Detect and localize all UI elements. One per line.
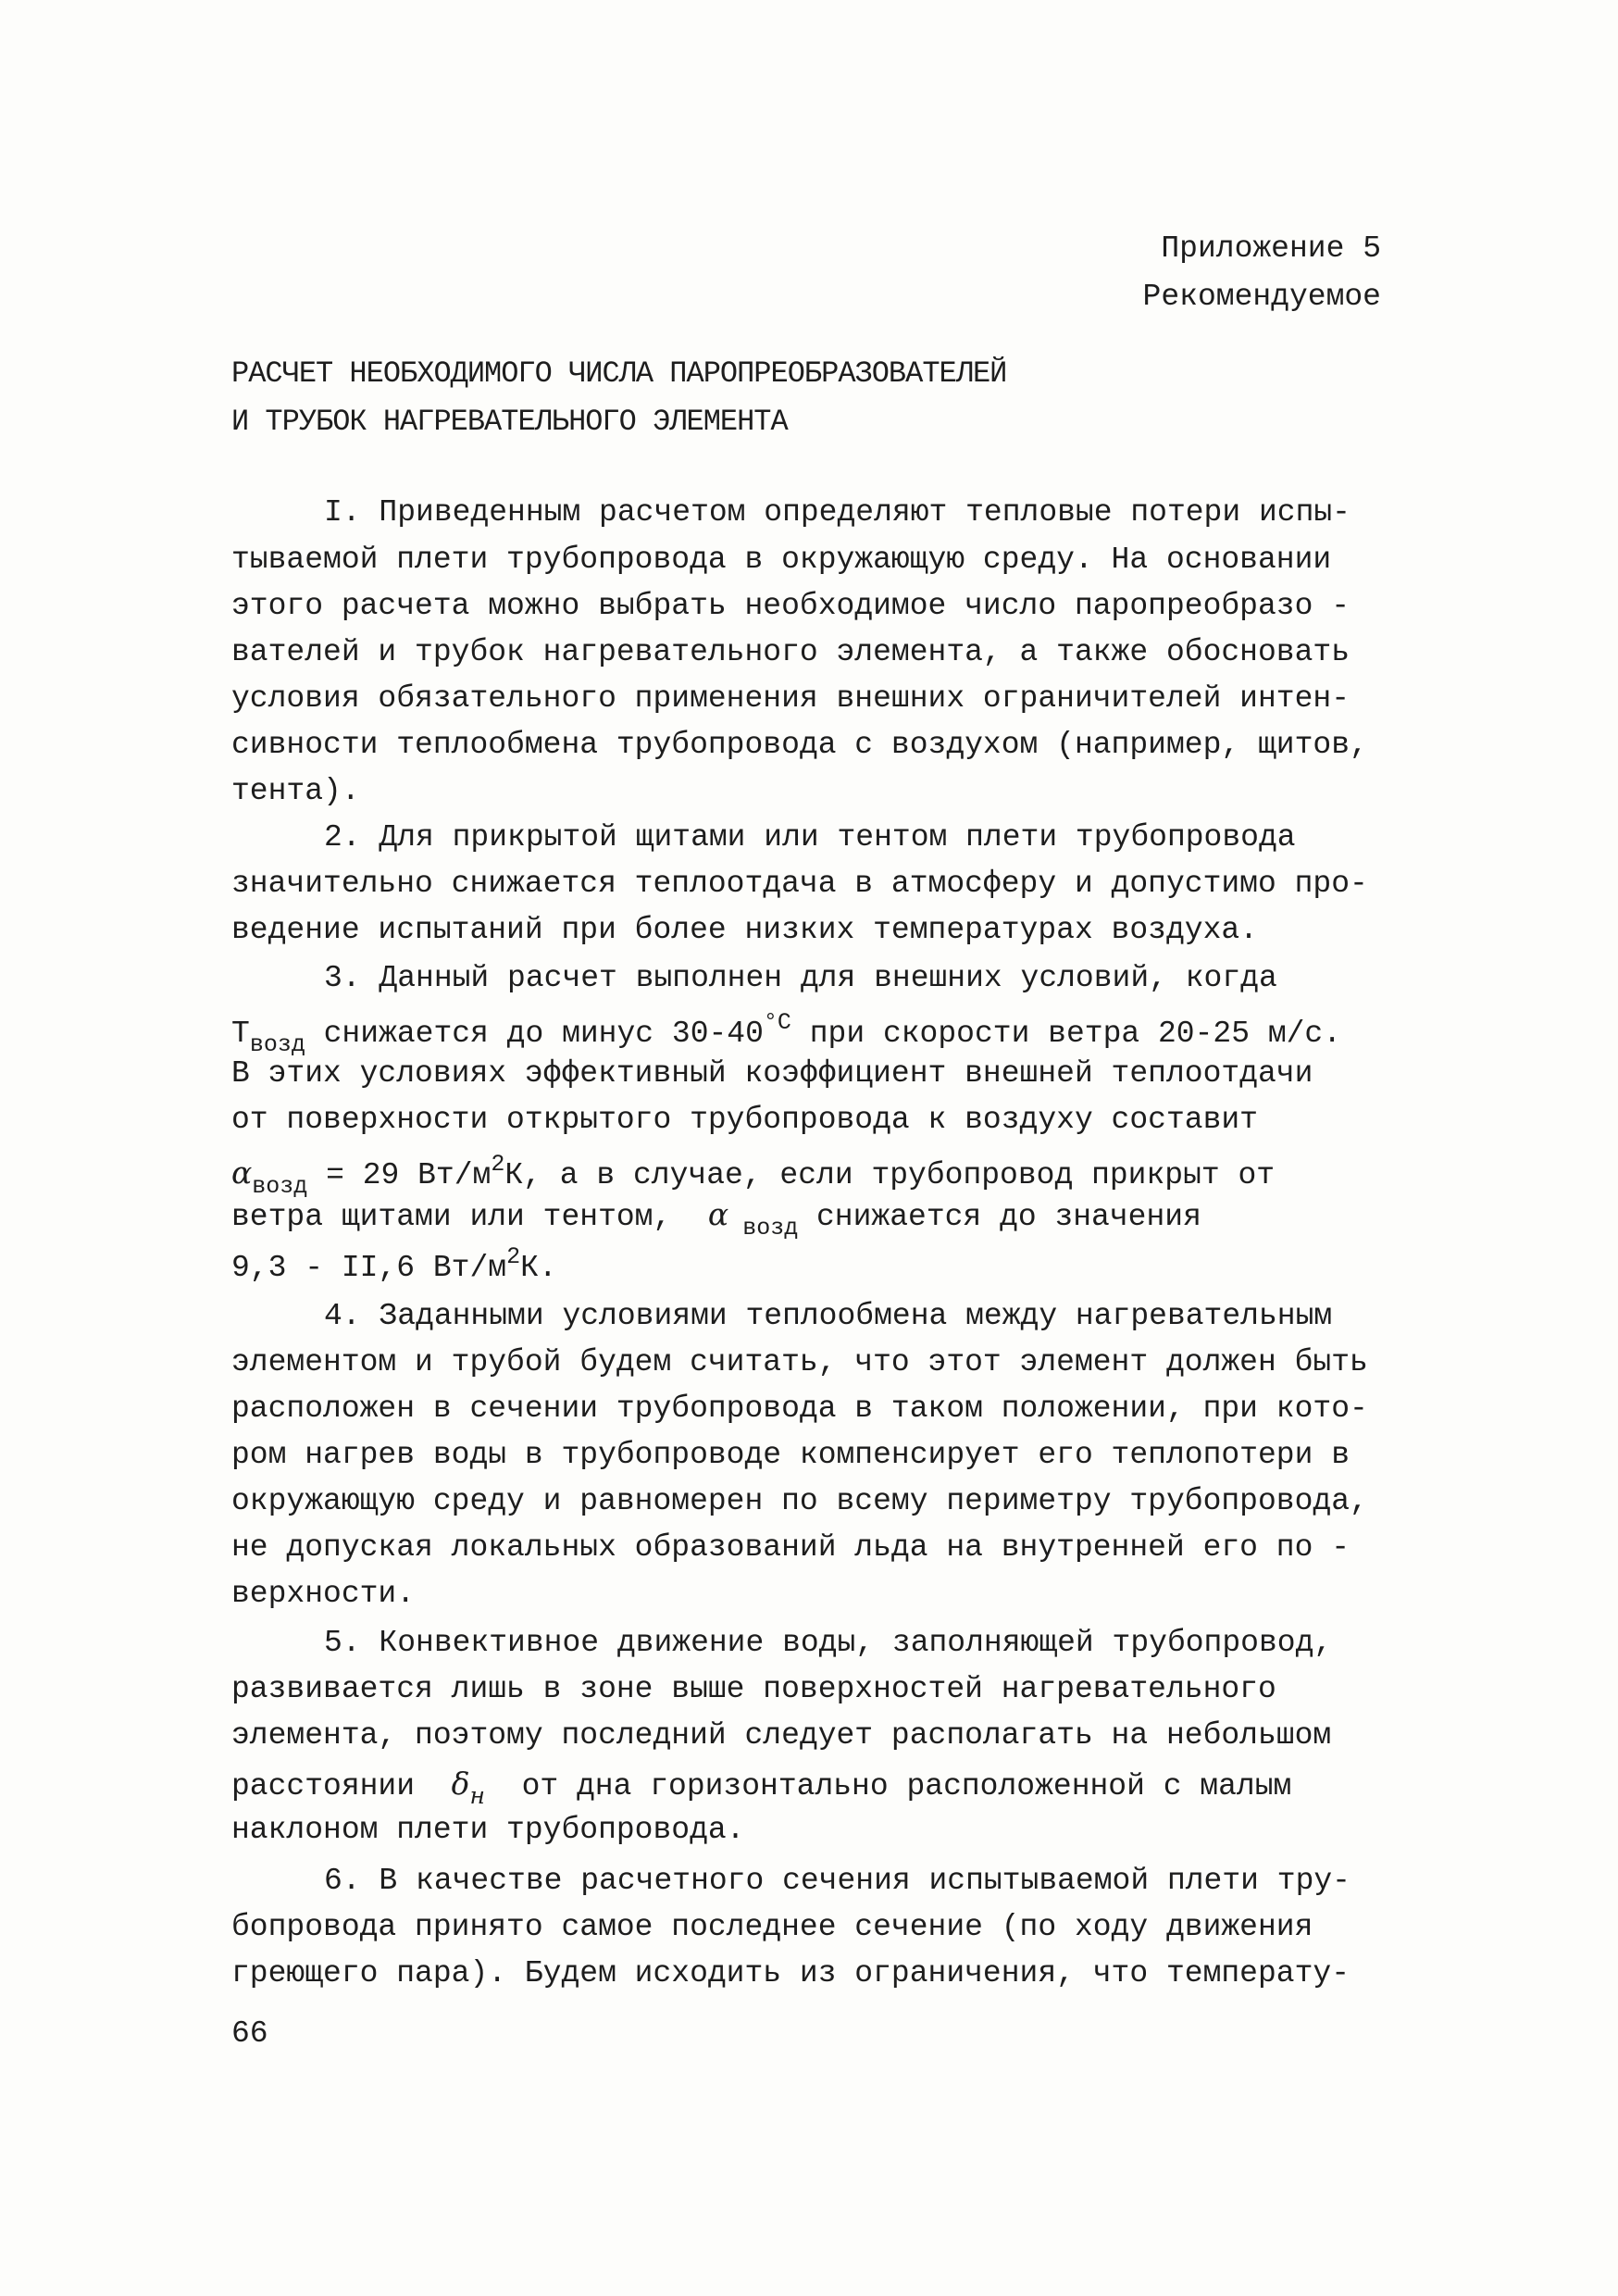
- alpha-symbol: α: [231, 1154, 253, 1191]
- appendix-label: Приложение 5: [1161, 231, 1381, 266]
- para5-line-1: 5. Конвективное движение воды, заполняющей трубопровод,: [324, 1626, 1333, 1660]
- alpha-subscript: возд: [252, 1173, 308, 1200]
- delta-symbol: δ: [451, 1766, 470, 1802]
- para5-line-2: развивается лишь в зоне выше поверхностей нагревательного: [231, 1672, 1276, 1706]
- para6-line-1: 6. В качестве расчетного сечения испытываемой плети тру-: [324, 1864, 1350, 1898]
- temp-subscript: возд: [249, 1031, 305, 1058]
- para3-line-7: [231, 1245, 557, 1283]
- para3-line-2: [231, 1011, 1341, 1056]
- appendix-status: Рекомендуемое: [1142, 280, 1381, 314]
- para5-line-5: наклоном плети трубопровода.: [231, 1813, 745, 1847]
- para3-line-6-text-b: снижается до значения: [798, 1200, 1201, 1234]
- para4-line-4: ром нагрев воды в трубопроводе компенсирует его теплопотери в: [231, 1438, 1350, 1472]
- para3-line-7-text-a: 9,3 - II,6 Вт/м: [231, 1251, 507, 1285]
- para3-line-5-text-a: = 29 Вт/м: [307, 1158, 492, 1192]
- para4-line-3: расположен в сечении трубопровода в таком положении, при кото-: [231, 1391, 1368, 1426]
- para3-line-2-text-a: снижается до минус 30-40: [305, 1017, 764, 1051]
- para5-line-4: [231, 1768, 1291, 1807]
- para4-line-7: верхности.: [231, 1577, 416, 1611]
- para3-line-3: В этих условиях эффективный коэффициент внешней теплоотдачи: [231, 1056, 1313, 1091]
- para1-line-2: тываемой плети трубопровода в окружающую среду. На основании: [231, 543, 1332, 577]
- para5-line-3: элемента, поэтому последний следует располагать на небольшом: [231, 1718, 1332, 1753]
- alpha-symbol-2: α: [707, 1196, 729, 1232]
- para1-line-1: I. Приведенным расчетом определяют тепловые потери испы-: [324, 495, 1350, 530]
- para3-line-5: [231, 1153, 1275, 1198]
- temp-symbol: T: [231, 1017, 250, 1051]
- para2-line-3: ведение испытаний при более низких температурах воздуха.: [231, 913, 1258, 947]
- para3-line-6-text-a: ветра щитами или тентом,: [231, 1200, 708, 1234]
- page-number: 66: [231, 2016, 268, 2051]
- delta-subscript: н: [469, 1782, 485, 1809]
- para3-line-7-text-b: К.: [520, 1251, 557, 1285]
- para3-line-4: от поверхности открытого трубопровода к воздуху составит: [231, 1103, 1258, 1137]
- para4-line-1: 4. Заданными условиями теплообмена между нагревательным: [324, 1299, 1333, 1333]
- para1-line-6: сивности теплообмена трубопровода с воздухом (например, щитов,: [231, 728, 1368, 762]
- square-exponent: 2: [491, 1151, 505, 1178]
- para2-line-1: 2. Для прикрытой щитами или тентом плети трубопровода: [324, 820, 1296, 855]
- para1-line-4: вателей и трубок нагревательного элемента, а также обосновать: [231, 635, 1350, 669]
- title-line-1: РАСЧЕТ НЕОБХОДИМОГО ЧИСЛА ПАРОПРЕОБРАЗОВАТЕЛЕЙ: [231, 356, 1007, 391]
- para4-line-6: не допуская локальных образований льда на внутренней его по -: [231, 1530, 1350, 1565]
- para3-line-1: 3. Данный расчет выполнен для внешних условий, когда: [324, 961, 1277, 995]
- alpha-subscript-2: возд: [728, 1215, 799, 1242]
- square-exponent-2: 2: [506, 1243, 521, 1270]
- para2-line-2: значительно снижается теплоотдача в атмосферу и допустимо про-: [231, 867, 1368, 901]
- para3-line-2-text-b: при скорости ветра 20-25 м/с.: [790, 1017, 1342, 1051]
- para6-line-3: греющего пара). Будем исходить из ограничения, что температу-: [231, 1956, 1350, 1990]
- para1-line-5: условия обязательного применения внешних ограничителей интен-: [231, 681, 1350, 716]
- para1-line-3: этого расчета можно выбрать необходимое число паропреобразо -: [231, 589, 1350, 623]
- title-line-2: И ТРУБОК НАГРЕВАТЕЛЬНОГО ЭЛЕМЕНТА: [231, 405, 788, 439]
- para6-line-2: бопровода принято самое последнее сечение (по ходу движения: [231, 1910, 1313, 1944]
- para1-line-7: тента).: [231, 774, 360, 808]
- para5-line-4-text-a: расстоянии: [231, 1769, 452, 1803]
- degree-unit: °C: [763, 1009, 791, 1036]
- para3-line-5-text-b: К, а в случае, если трубопровод прикрыт от: [504, 1158, 1276, 1192]
- para4-line-5: окружающую среду и равномерен по всему периметру трубопровода,: [231, 1484, 1368, 1518]
- para3-line-6: [231, 1196, 1201, 1242]
- para4-line-2: элементом и трубой будем считать, что этот элемент должен быть: [231, 1345, 1368, 1379]
- para5-line-4-text-b: от дна горизонтально расположенной с малым: [484, 1769, 1292, 1803]
